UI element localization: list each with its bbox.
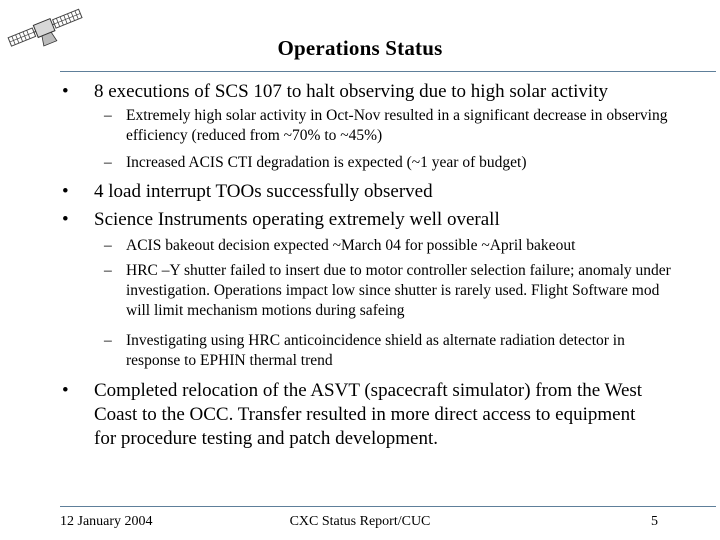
bullet-text: 4 load interrupt TOOs successfully observed (94, 181, 433, 202)
sub-bullet-text: Increased ACIS CTI degradation is expected (~1 year of budget) (126, 154, 527, 171)
bullet-marker: • (62, 81, 69, 102)
bullet-marker: • (62, 181, 69, 202)
sub-bullet-marker: – (104, 262, 112, 279)
sub-bullet-marker: – (104, 107, 112, 124)
page-title: Operations Status (277, 36, 443, 60)
page-number: 5 (651, 514, 658, 529)
bullet-text: 8 executions of SCS 107 to halt observing due to high solar activity (94, 81, 608, 102)
sub-bullet-text: Extremely high solar activity in Oct-Nov resulted in a significant decrease in observing efficiency (reduced from ~70% to ~45%) (126, 107, 668, 144)
bullet-marker: • (62, 380, 69, 401)
sub-bullet-marker: – (104, 237, 112, 254)
sub-bullet-marker: – (104, 332, 112, 349)
sub-bullet-text: ACIS bakeout decision expected ~March 04 for possible ~April bakeout (126, 237, 576, 254)
bullet-marker: • (62, 209, 69, 230)
sub-bullet-marker: – (104, 154, 112, 171)
footer-divider (60, 506, 716, 507)
bullet-text: Completed relocation of the ASVT (spacecraft simulator) from the West Coast to the OCC. Transfer resulted in more direct access to equipment for procedure testing and patch development. (94, 380, 643, 449)
sub-bullet-text: Investigating using HRC anticoincidence shield as alternate radiation detector in response to EPHIN thermal trend (126, 332, 625, 369)
bullet-text: Science Instruments operating extremely well overall (94, 209, 500, 230)
sub-bullet-text: HRC –Y shutter failed to insert due to motor controller selection failure; anomaly under investigation. Operations impact low since shutter is rarely used. Flight Software mod will limit mechanism motions during safeing (126, 262, 671, 319)
footer-title: CXC Status Report/CUC (289, 514, 431, 529)
footer-date: 12 January 2004 (60, 514, 153, 529)
